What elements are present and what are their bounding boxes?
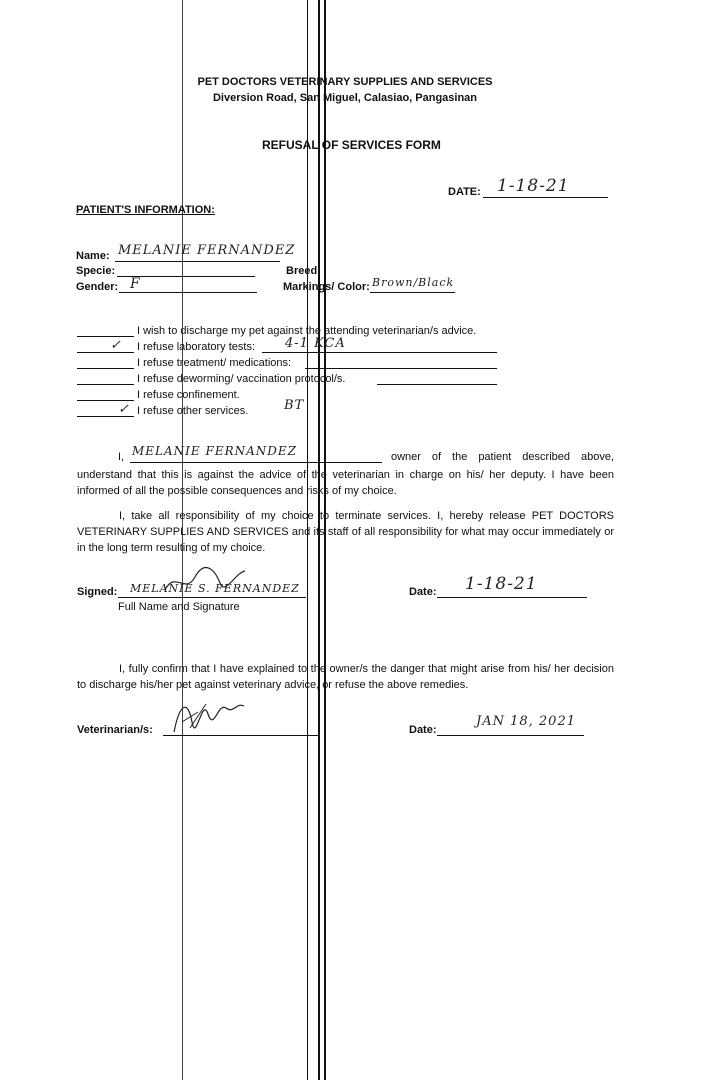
option-text: I refuse laboratory tests: — [137, 341, 255, 353]
gender-line — [119, 292, 257, 293]
name-value: MELANIE FERNANDEZ — [118, 243, 296, 258]
option-text: I wish to discharge my pet against the attending veterinarian/s advice. — [137, 325, 477, 337]
gender-value: F — [130, 276, 141, 292]
company-address: Diversion Road, San Miguel, Calasiao, Pangasinan — [212, 92, 478, 104]
veterinarian-date-line — [437, 735, 584, 736]
breed-label: Breed: — [286, 265, 321, 277]
option-text: I refuse deworming/ vaccination protocol/s. — [137, 373, 346, 385]
date-line — [483, 197, 608, 198]
signed-date-line — [437, 597, 587, 598]
veterinarian-date-value: JAN 18, 2021 — [476, 714, 576, 729]
statement1-prefix: I, — [118, 451, 125, 463]
signed-label: Signed: — [77, 586, 118, 598]
option-detail: 4-1 KCA — [285, 336, 346, 351]
statement3-text: I, fully confirm that I have explained to the owner/s the danger that might arise from his/ her decision to discharge his/her pet against veterinary advice, or refuse the above remedies. — [77, 663, 614, 691]
signed-date-value: 1-18-21 — [465, 574, 538, 594]
gender-label: Gender: — [76, 281, 119, 293]
signed-caption: Full Name and Signature — [118, 601, 240, 613]
statement3-body — [77, 661, 614, 693]
markings-label: Markings/ Color: — [283, 281, 370, 293]
name-line — [115, 261, 280, 262]
option-line — [77, 336, 134, 337]
statement1-body: understand that this is against the advice of the veterinarian in charge on his/ her deputy. I have been informed of all the possible consequences and risks of my choice. — [77, 469, 614, 497]
option-checkmark: ✓ — [118, 402, 130, 417]
date-label: DATE: — [448, 186, 481, 198]
option-line — [77, 352, 134, 353]
veterinarian-date-label: Date: — [409, 724, 437, 736]
option-detail-line — [262, 352, 497, 353]
option-text: I refuse confinement. — [137, 389, 240, 401]
option-checkmark: ✓ — [110, 338, 122, 353]
date-value: 1-18-21 — [497, 176, 570, 196]
option-line — [77, 384, 134, 385]
company-name: PET DOCTORS VETERINARY SUPPLIES AND SERVICES — [197, 76, 493, 88]
option-detail-line — [305, 368, 497, 369]
markings-value: Brown/Black — [372, 276, 455, 289]
veterinarian-signature — [168, 692, 248, 737]
name-label: Name: — [76, 250, 110, 262]
veterinarian-label: Veterinarian/s: — [77, 724, 153, 736]
option-line — [77, 368, 134, 369]
form-title: REFUSAL OF SERVICES FORM — [262, 138, 441, 152]
statement1-line1-rest: owner of the patient described above, — [391, 451, 614, 463]
option-detail-line — [377, 384, 497, 385]
option-text: I refuse treatment/ medications: — [137, 357, 292, 369]
statement2-body — [77, 508, 614, 556]
owner-signature — [160, 565, 250, 595]
option-line — [77, 400, 134, 401]
signed-line — [118, 597, 306, 598]
signed-value: MELANIE S. FERNANDEZ — [130, 582, 300, 595]
option-text: I refuse other services. — [137, 405, 249, 417]
statement2-text: I, take all responsibility of my choice to terminate services. I, hereby release PET DOCTORS VETERINARY SUPPLIES AND SERVICES and its staff of all responsibility for what may occur immediately or in the long term resulting of my choice. — [77, 510, 614, 554]
signed-date-label: Date: — [409, 586, 437, 598]
statement1-name: MELANIE FERNANDEZ — [132, 444, 298, 458]
patient-section-title: PATIENT'S INFORMATION: — [76, 204, 215, 216]
specie-label: Specie: — [76, 265, 116, 277]
option-detail: BT — [284, 398, 305, 413]
markings-line — [370, 292, 455, 293]
statement1-name-line — [130, 462, 382, 463]
